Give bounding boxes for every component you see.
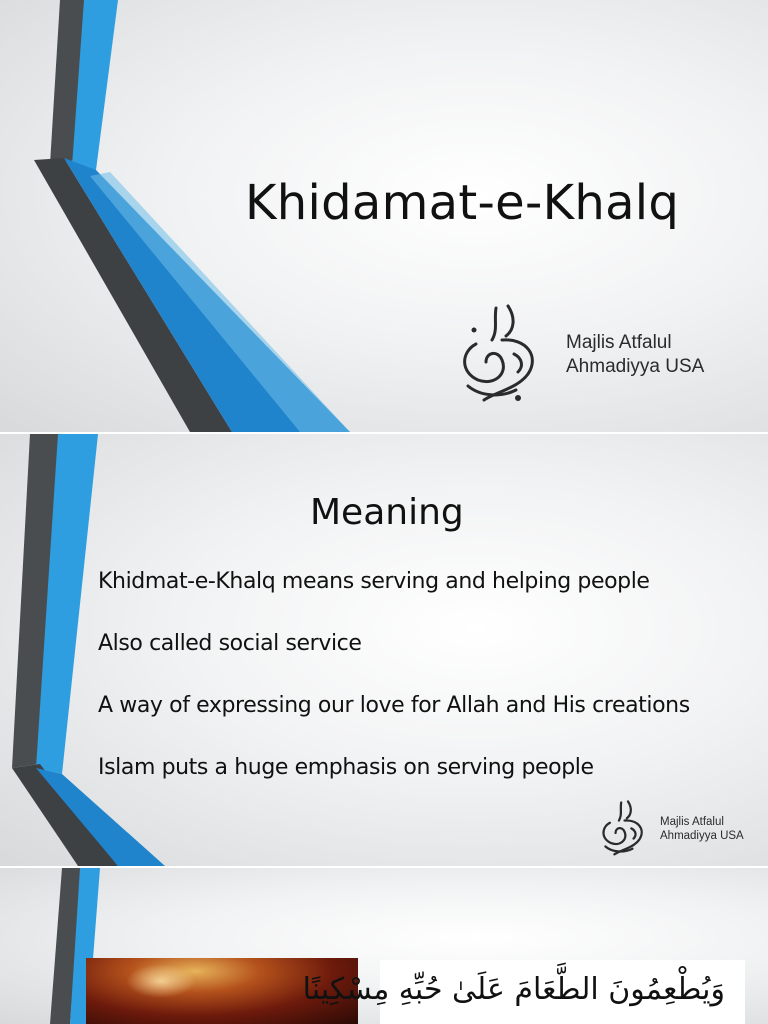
photo-highlight <box>126 964 196 998</box>
slide-heading: Meaning <box>310 492 464 533</box>
logo-line-2: Ahmadiyya USA <box>660 830 744 842</box>
bullet-item: Also called social service <box>98 631 362 656</box>
logo-line-1: Majlis Atfalul <box>566 332 672 353</box>
bullet-item: A way of expressing our love for Allah and His creations <box>98 693 690 718</box>
verse-box <box>302 960 745 1024</box>
slide-1[interactable] <box>0 0 768 432</box>
logo-line-2: Ahmadiyya USA <box>566 356 705 377</box>
bullet-item: Islam puts a huge emphasis on serving people <box>98 755 594 780</box>
bullet-item: Khidmat-e-Khalq means serving and helping people <box>98 569 650 594</box>
logo-line-1: Majlis Atfalul <box>660 816 724 828</box>
atfal-calligraphy-logo-icon <box>598 798 650 860</box>
bullet-list <box>98 568 690 816</box>
slide-3[interactable] <box>0 868 768 1024</box>
slide-title: Khidamat-e-Khalq <box>245 175 680 231</box>
atfal-calligraphy-logo-icon <box>456 300 546 410</box>
organization-logo-small <box>598 798 744 860</box>
arabic-verse: وَيُطْعِمُونَ الطَّعَامَ عَلَىٰ حُبِّهِ مِسْكِينًا <box>302 972 725 1007</box>
organization-logo <box>456 300 704 410</box>
